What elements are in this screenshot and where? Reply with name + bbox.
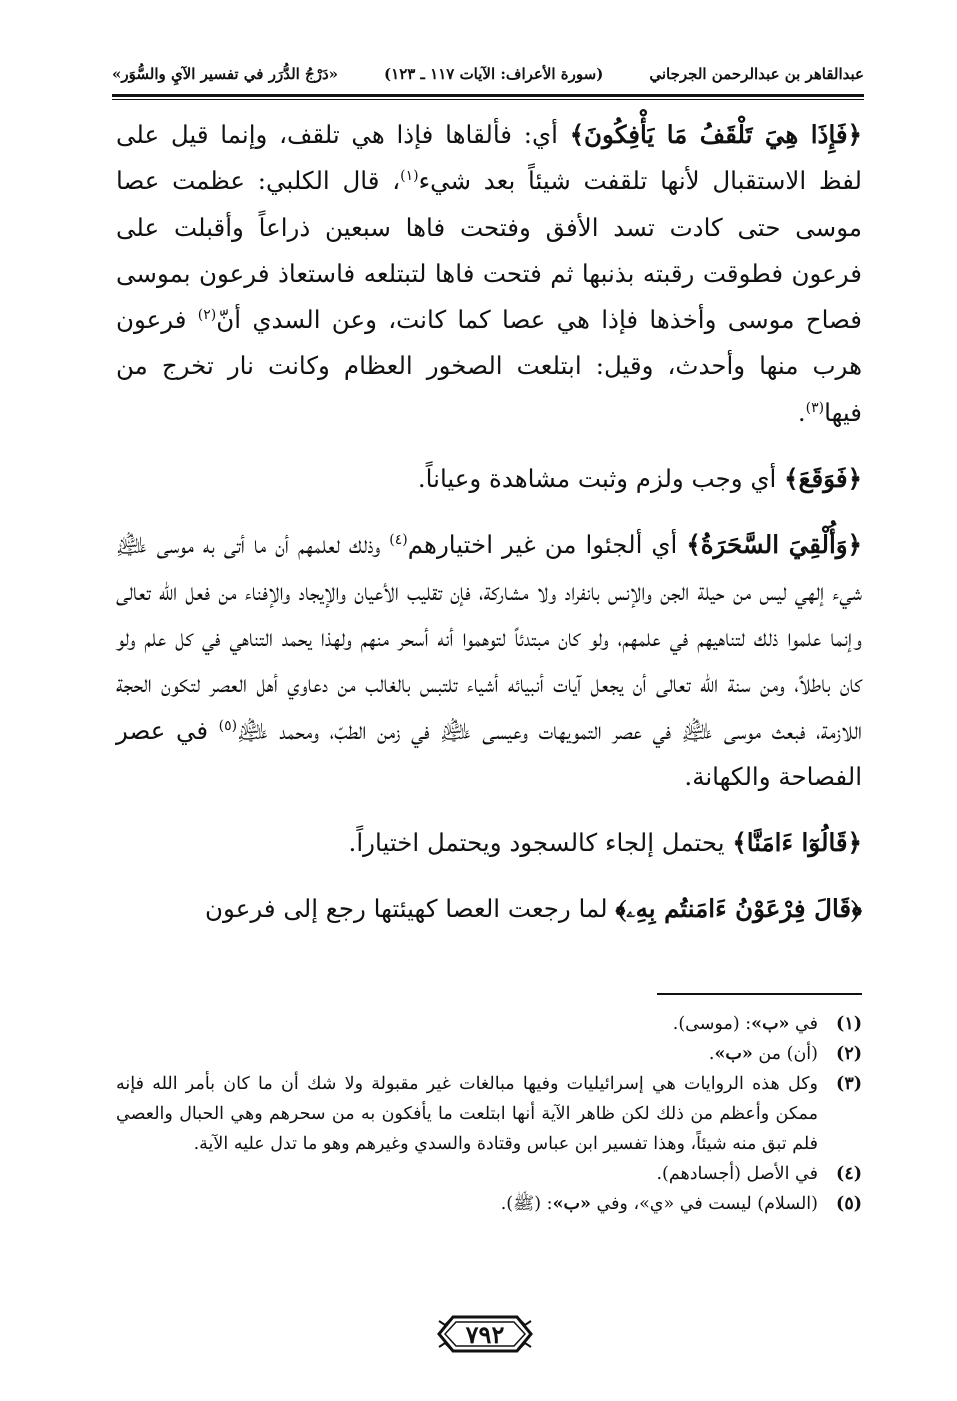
paragraph-2 bbox=[116, 456, 862, 502]
page-number: ٧٩٢ bbox=[465, 1319, 505, 1349]
footnote-number: (٤) bbox=[836, 1164, 862, 1184]
text-span: فرعون هرب منها وأحدث، وقيل: ابتلعت الصخور العظام وكانت نار تخرج من فيها bbox=[116, 305, 862, 427]
text-span: أي ألجئوا من غير اختيارهم bbox=[407, 530, 687, 560]
footnotes bbox=[116, 1009, 862, 1219]
text-span: ، قال الكلبي: عظمت عصا موسى حتى كادت تسد الأفق وفتحت فاها سبعين ذراعاً وأقبلت على فرعون فطوقت رقبته بذنبها ثم فتحت فاها لتبتلعه فاستعاذ فرعون بموسى فصاح موسى وأخذها فإذا هي عصا كما كانت، وعن السدي أنّ bbox=[116, 166, 862, 335]
fn-span: (السلام) ليست في «ي»، وفي bbox=[590, 1194, 818, 1214]
footnote-text bbox=[116, 1189, 818, 1219]
paragraph-5 bbox=[116, 886, 862, 932]
text-span: أي: فألقاها فإذا هي تلقف، وإنما قيل على لفظ الاستقبال لأنها تلقفت شيئاً بعد شيء bbox=[116, 120, 862, 196]
page-number-badge bbox=[435, 1313, 535, 1355]
text-span: . bbox=[797, 397, 806, 427]
fn-span: : (ﷺ). bbox=[500, 1194, 553, 1214]
text-span: يحتمل إلجاء كالسجود ويحتمل اختياراً. bbox=[348, 828, 733, 858]
footnote-number: (١) bbox=[836, 1014, 862, 1034]
text-span: لما رجعت العصا كهيئتها رجع إلى فرعون bbox=[205, 894, 616, 924]
fn-span: (أن) من bbox=[752, 1044, 818, 1064]
quran-verse: ﴿وَأُلْقِيَ السَّحَرَةُ﴾ bbox=[686, 530, 862, 560]
text-span: في عصر الفصاحة والكهانة. bbox=[116, 715, 862, 791]
header-rule bbox=[112, 94, 864, 100]
fn-quote: «ب» bbox=[714, 1044, 753, 1064]
fn-span: في bbox=[789, 1014, 818, 1034]
header-section: (سورة الأعراف: الآيات ١١٧ ـ ١٢٣) bbox=[384, 65, 604, 83]
footnote-number: (٢) bbox=[836, 1044, 862, 1064]
quran-verse: ﴿قَالَ فِرْعَوْنُ ءَامَنتُم بِهِۦ﴾ bbox=[615, 894, 862, 924]
footnote-2 bbox=[116, 1039, 862, 1069]
footnote-number: (٣) bbox=[836, 1074, 862, 1094]
footnote-text bbox=[116, 1069, 818, 1159]
footnote-ref: (٢) bbox=[197, 307, 217, 324]
text-span: أي وجب ولزم وثبت مشاهدة وعياناً. bbox=[417, 464, 785, 494]
footnote-text bbox=[116, 1009, 818, 1039]
footnote-5 bbox=[116, 1189, 862, 1219]
fn-span: في الأصل (أجسادهم). bbox=[656, 1164, 818, 1184]
quran-verse: ﴿قَالُوٓا ءَامَنَّا﴾ bbox=[732, 828, 862, 858]
footnote-3 bbox=[116, 1069, 862, 1159]
text-span: وذلك لعلمهم أن ما أتى به موسى ﵇ شيء إلهي ليس من حيلة الجن والإنس بانفراد ولا مشاركة، فإن تقليب الأعيان والإيجاد والإفناء من فعل الله تعالى وإنما علموا ذلك لتناهيهم في علمهم، ولو كان مبتدئاً لتوهموا أنه أسحر منهم ولهذا يحمد التناهي في كل علم ولو كان باطلاً، ومن سنة الله تعالى أن يجعل آيات أنبيائه أشياء تلتبس بالغالب من دعاوي أهل العصر لتكون الحجة اللازمة، فبعث موسى ﵇ في عصر التمويهات وعيسى ﵇ في زمن الطبّ، ومحمد ﵇ bbox=[116, 530, 863, 745]
fn-quote: «ب» bbox=[552, 1194, 591, 1214]
fn-span: . bbox=[708, 1044, 715, 1064]
fn-span: : (موسى). bbox=[672, 1014, 752, 1034]
footnote-text bbox=[116, 1039, 818, 1069]
paragraph-1 bbox=[116, 112, 862, 436]
footnote-ref: (٤) bbox=[389, 532, 408, 549]
footnote-text bbox=[116, 1159, 818, 1189]
footnote-4 bbox=[116, 1159, 862, 1189]
quran-verse: ﴿فَإِذَا هِيَ تَلْقَفُ مَا يَأْفِكُونَ﴾ bbox=[569, 120, 862, 149]
footnote-separator bbox=[657, 993, 862, 995]
paragraph-3 bbox=[116, 522, 862, 800]
footnote-ref: (١) bbox=[400, 168, 419, 185]
footnote-ref: (٥) bbox=[218, 717, 238, 734]
footnote-number: (٥) bbox=[836, 1194, 862, 1214]
fn-span: وكل هذه الروايات هي إسرائيليات وفيها مبالغات غير مقبولة ولا شك أن ما كان بأمر الله فإنه ممكن وأعظم من ذلك لكن ظاهر الآية أنها ابتلعت ما يأفكون به من سحرهم وهي الحبال والعصي فلم تبق منه شيئاً، وهذا تفسير ابن عباس وقتادة والسدي وغيرهم وهو ما تدل عليه الآية. bbox=[116, 1074, 818, 1154]
fn-quote: «ب» bbox=[751, 1014, 790, 1034]
header-book-title: «دَرْجُ الدُّرَر في تفسير الآيِ والسُّوَر» bbox=[112, 65, 339, 83]
header-author: عبدالقاهر بن عبدالرحمن الجرجاني bbox=[649, 65, 864, 83]
paragraph-4 bbox=[116, 820, 862, 866]
running-header bbox=[112, 58, 864, 90]
footnote-ref: (٣) bbox=[805, 399, 825, 416]
main-text bbox=[116, 112, 862, 953]
quran-verse: ﴿فَوَقَعَ﴾ bbox=[784, 464, 862, 494]
footnote-1 bbox=[116, 1009, 862, 1039]
